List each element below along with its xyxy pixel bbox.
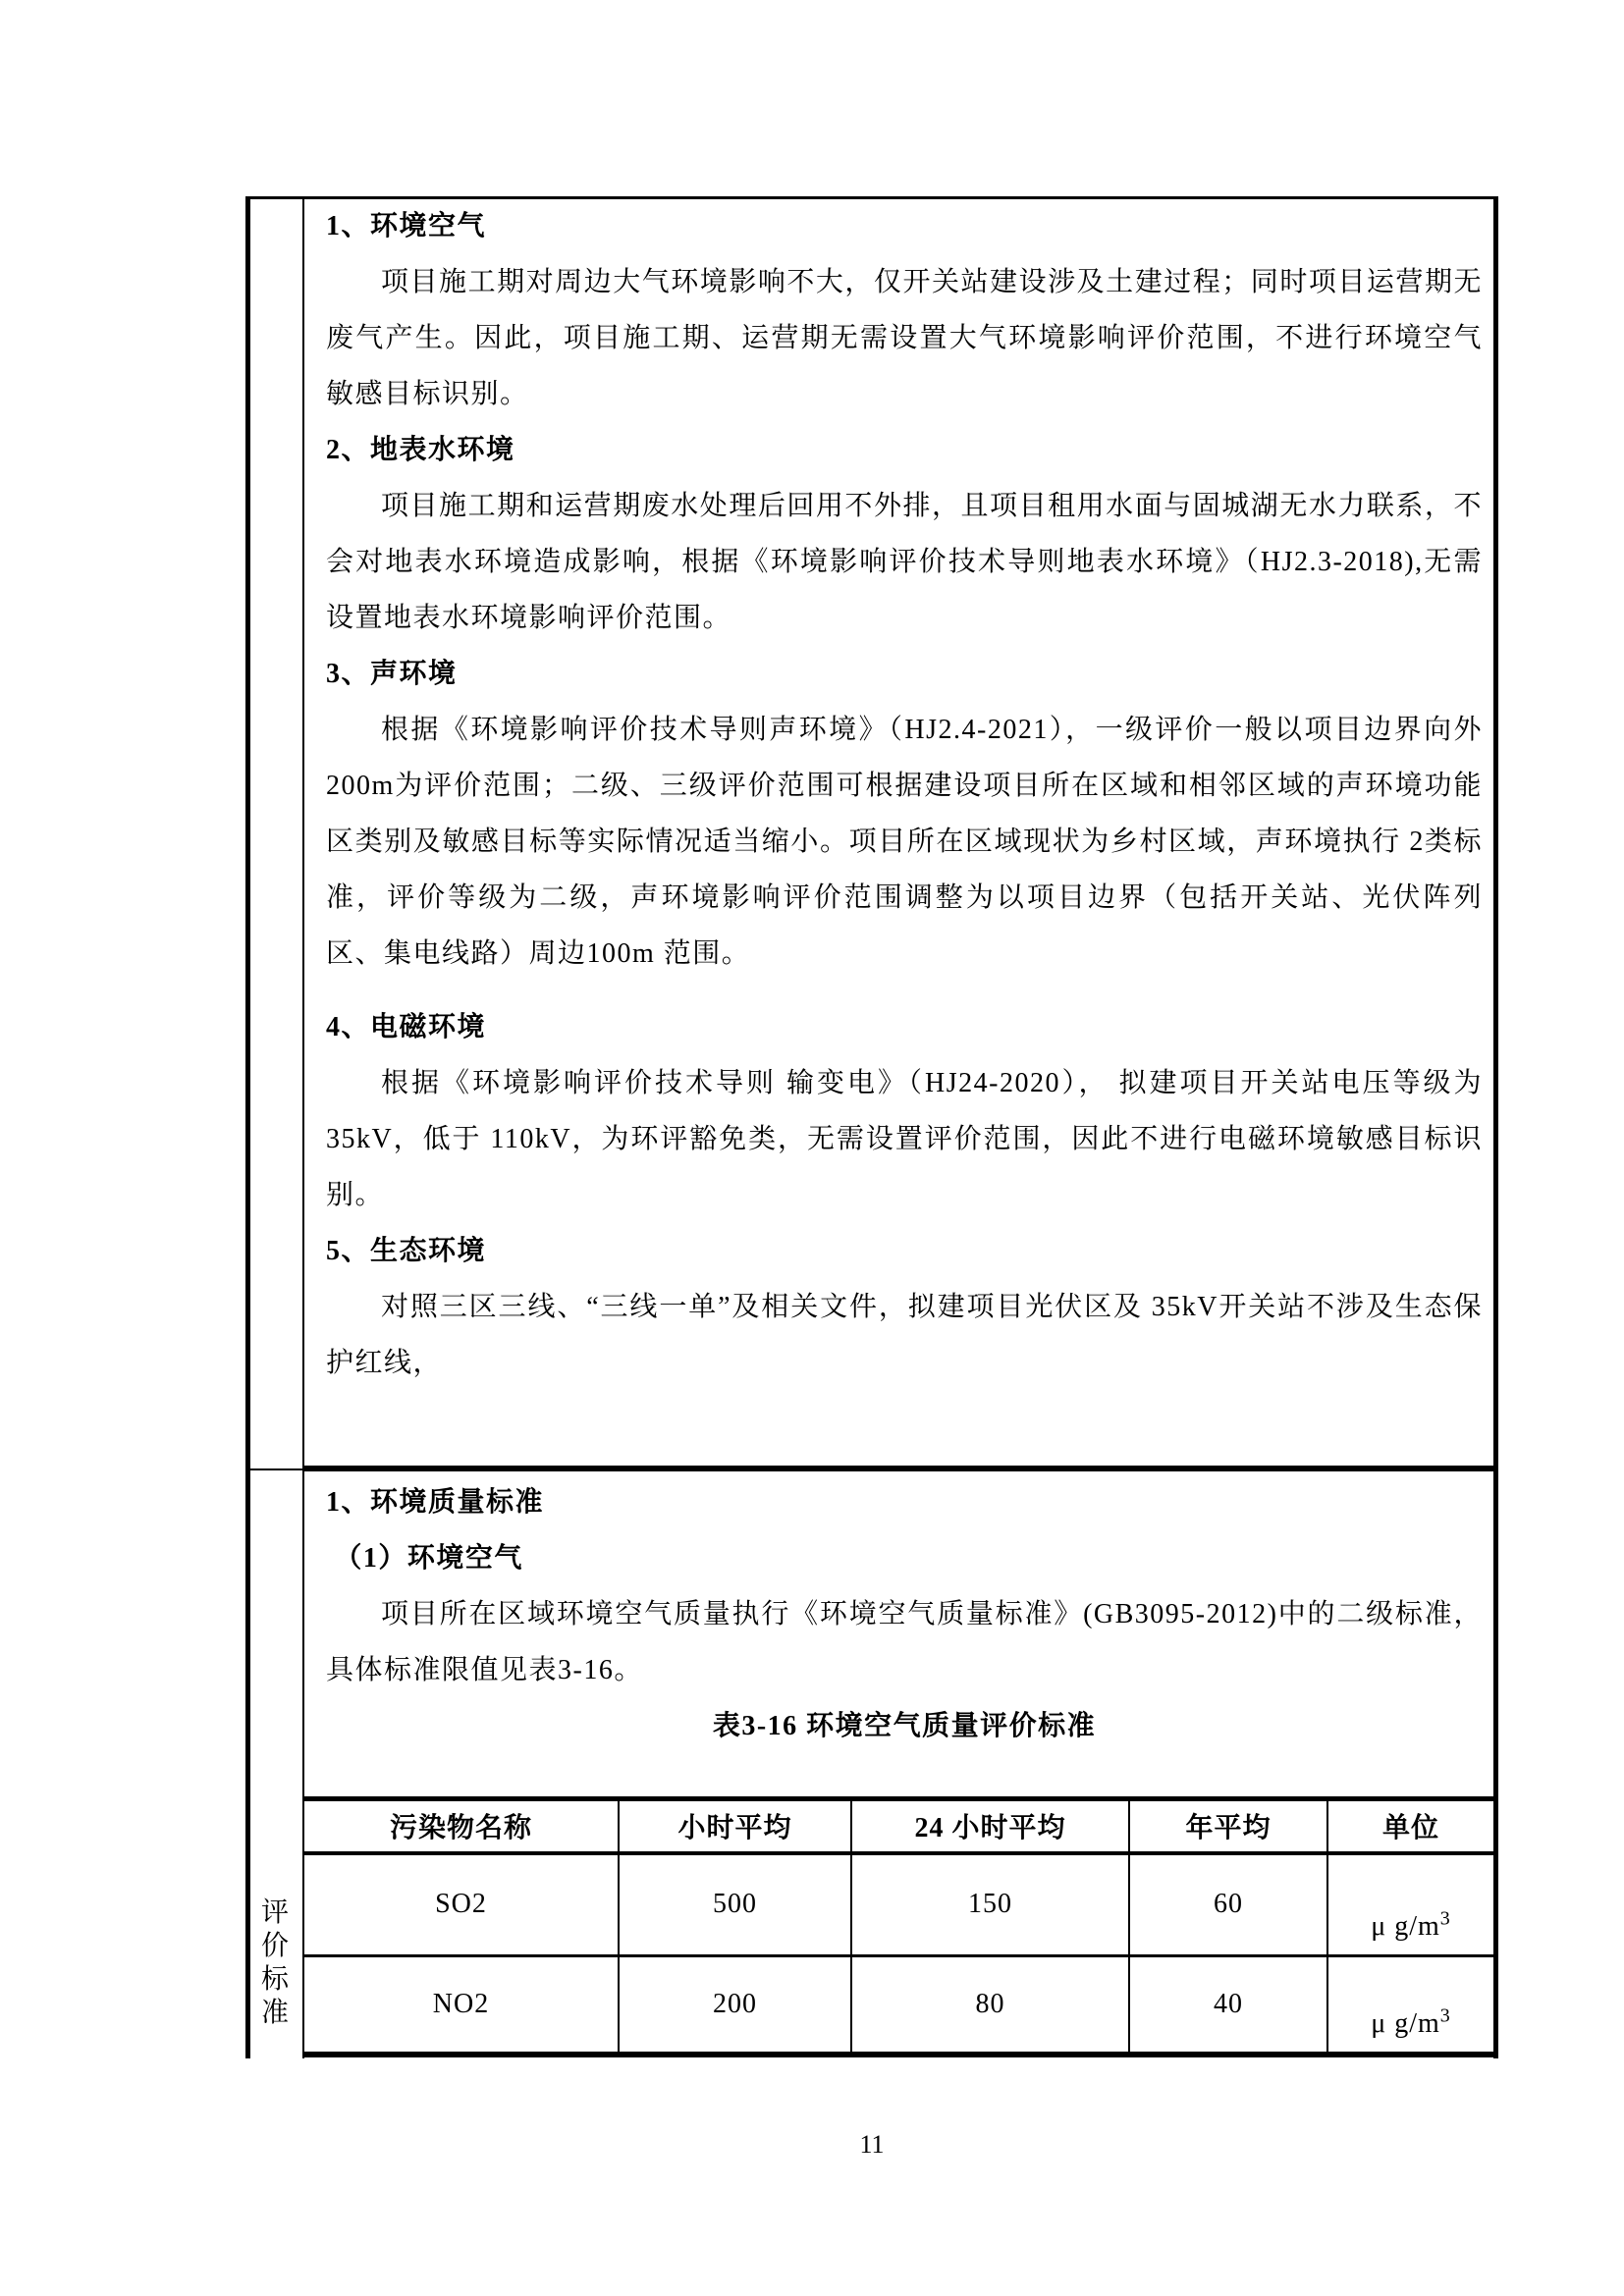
unit-superscript: 3 [1439, 1907, 1451, 1930]
outer-border-right [1493, 196, 1498, 2058]
heading-air: 1、环境空气 [326, 211, 487, 241]
para-acoustic: 根据《环境影响评价技术导则声环境》（HJ2.4-2021），一级评价一般以项目边界向外 200m为评价范围；二级、三级评价范围可根据建设项目所在区域和相邻区域的声环境功能区类别及敏感目标等实际情况适当缩小。项目所在区域现状为乡村区域，声环境执行 2类标准，评价等级为二级，声环境影响评价范围调整为以项目边界（包括开关站、光伏阵列区、集电线路）周边100m 范围。 [326, 715, 1483, 969]
table-header-row [304, 1799, 1493, 1853]
cell-24h: 80 [851, 1956, 1129, 2055]
heading-surface-water: 2、地表水环境 [326, 435, 515, 465]
cell-pollutant: NO2 [304, 1956, 619, 2055]
heading-quality-standards: 1、环境质量标准 [326, 1487, 545, 1518]
para-electromagnetic: 根据《环境影响评价技术导则 输变电》（HJ24-2020）， 拟建项目开关站电压等级为35kV，低于 110kV，为环评豁免类，无需设置评价范围，因此不进行电磁环境敏感目标识别。 [326, 1068, 1483, 1210]
unit-text: μ g/m [1371, 1911, 1440, 1942]
row-divider-sidebar [245, 1468, 304, 1470]
col-header-24h: 24 小时平均 [851, 1799, 1129, 1853]
cell-hourly: 200 [619, 1956, 851, 2055]
sidebar-label-evaluation-standard: 评价标准 [260, 1897, 289, 2028]
outer-border-left [245, 196, 250, 2058]
para-standards-intro: 项目所在区域环境空气质量执行《环境空气质量标准》(GB3095-2012)中的二级标准，具体标准限值见表3-16。 [326, 1599, 1483, 1685]
cell-unit [1327, 1853, 1493, 1956]
col-header-hourly: 小时平均 [619, 1799, 851, 1853]
section-standards [326, 1474, 1483, 1754]
cell-pollutant: SO2 [304, 1853, 619, 1956]
col-header-annual: 年平均 [1129, 1799, 1327, 1853]
para-surface-water: 项目施工期和运营期废水处理后回用不外排，且项目租用水面与固城湖无水力联系，不会对地表水环境造成影响，根据《环境影响评价技术导则地表水环境》（HJ2.3-2018),无需设置地表水环境影响评价范围。 [326, 491, 1483, 633]
cell-24h: 150 [851, 1853, 1129, 1956]
unit-superscript: 3 [1439, 2004, 1451, 2027]
air-quality-standards-table [304, 1796, 1493, 2057]
page-number: 11 [859, 2130, 885, 2159]
unit-text: μ g/m [1371, 2007, 1440, 2039]
para-ecology: 对照三区三线、“三线一单”及相关文件，拟建项目光伏区及 35kV开关站不涉及生态保护红线， [326, 1292, 1483, 1378]
table-caption: 表3-16 环境空气质量评价标准 [712, 1711, 1097, 1741]
sidebar-divider-line [302, 196, 304, 2058]
cell-annual: 40 [1129, 1956, 1327, 2055]
section-screening [326, 198, 1483, 1391]
heading-ecology: 5、生态环境 [326, 1236, 487, 1266]
row-divider-content [302, 1466, 1498, 1471]
subheading-ambient-air: （1）环境空气 [334, 1543, 523, 1574]
table-row-no2 [304, 1956, 1493, 2055]
cell-annual: 60 [1129, 1853, 1327, 1956]
table-row-so2 [304, 1853, 1493, 1956]
col-header-pollutant: 污染物名称 [304, 1799, 619, 1853]
para-air: 项目施工期对周边大气环境影响不大，仅开关站建设涉及土建过程；同时项目运营期无废气产生。因此，项目施工期、运营期无需设置大气环境影响评价范围，不进行环境空气敏感目标识别。 [326, 267, 1483, 409]
col-header-unit: 单位 [1327, 1799, 1493, 1853]
heading-electromagnetic: 4、电磁环境 [326, 1012, 487, 1042]
heading-acoustic: 3、声环境 [326, 659, 458, 689]
cell-hourly: 500 [619, 1853, 851, 1956]
cell-unit [1327, 1956, 1493, 2055]
